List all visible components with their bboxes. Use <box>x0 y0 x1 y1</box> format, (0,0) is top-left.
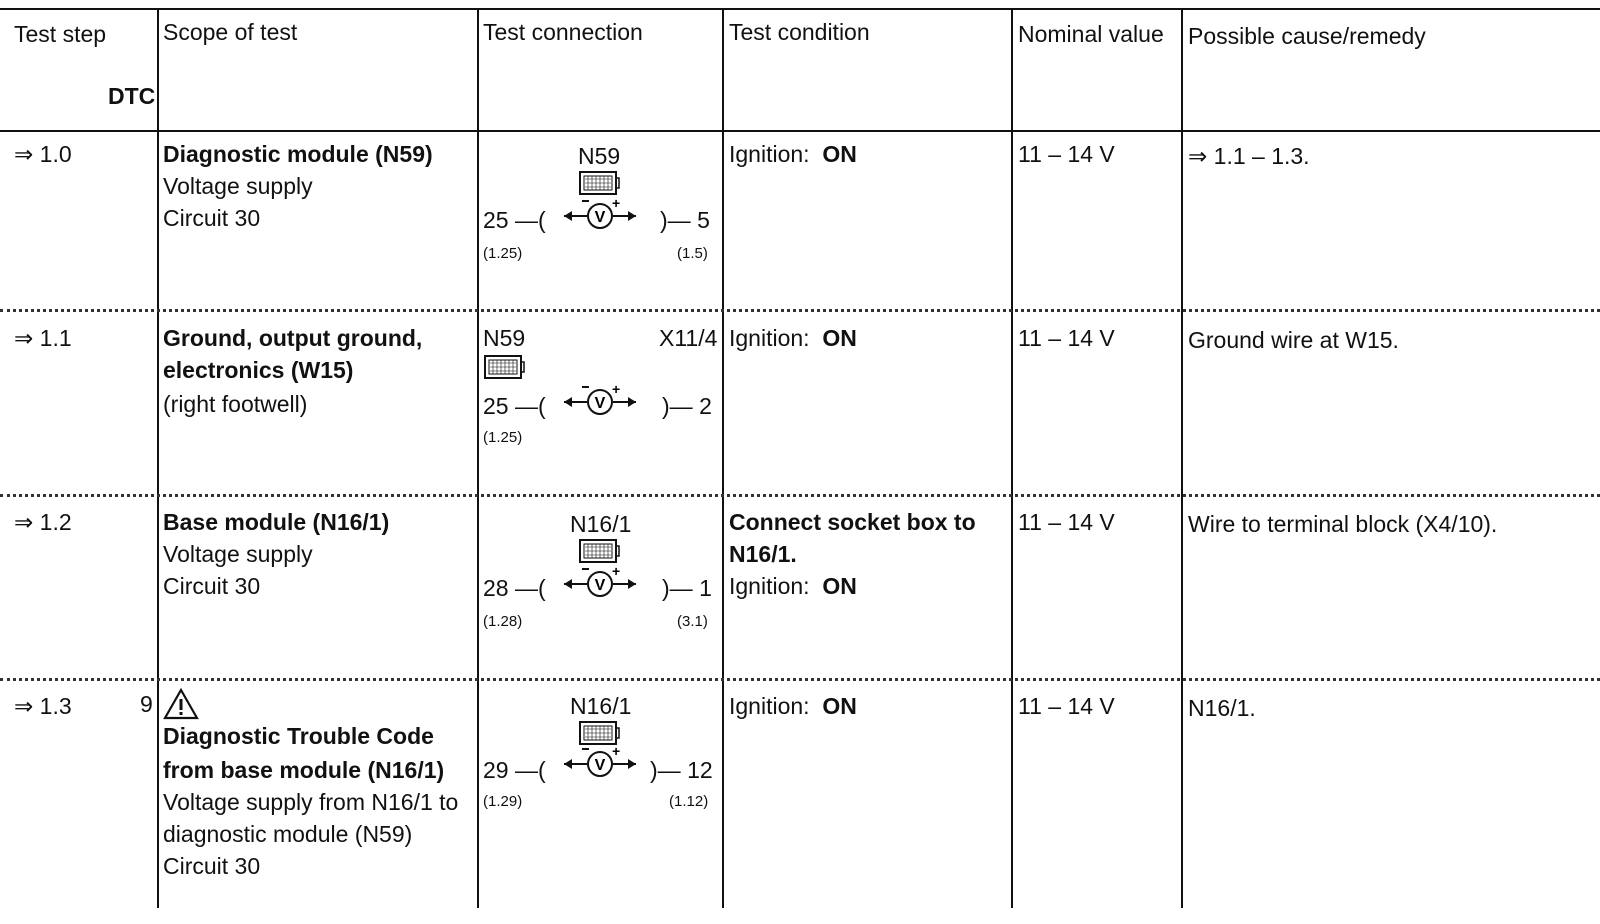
module-label: N59 <box>578 143 621 169</box>
voltmeter-icon <box>560 382 640 418</box>
dtc-code: 9 <box>140 691 153 717</box>
header-scope: Scope of test <box>163 19 298 45</box>
left-pin: 25 —( <box>483 207 546 233</box>
right-ref: (1.12) <box>669 793 709 810</box>
top-rule <box>0 8 1600 10</box>
right-ref: (1.5) <box>677 245 708 262</box>
svg-text:V: V <box>594 757 606 774</box>
nominal-value: 11 – 14 V <box>1018 141 1115 167</box>
test-connection-diagram <box>480 138 720 268</box>
col-divider-3 <box>722 8 724 908</box>
left-ref: (1.25) <box>483 245 523 262</box>
scope-line: Voltage supply <box>163 173 313 199</box>
row-separator <box>0 678 1600 681</box>
warning-triangle-icon <box>163 688 199 720</box>
svg-text:V: V <box>594 209 606 226</box>
test-condition: Ignition: ON <box>729 693 857 719</box>
svg-text:+: + <box>612 744 621 759</box>
header-nominal: Nominal value <box>1018 21 1164 47</box>
remedy: Ground wire at W15. <box>1188 327 1399 353</box>
scope-line: (right footwell) <box>163 391 308 417</box>
nominal-value: 11 – 14 V <box>1018 509 1115 535</box>
right-pin: )— 12 <box>650 757 713 783</box>
left-pin: 29 —( <box>483 757 546 783</box>
module-label: N16/1 <box>570 511 632 537</box>
col-divider-4 <box>1011 8 1013 908</box>
row-separator <box>0 494 1600 497</box>
header-condition: Test condition <box>729 19 870 45</box>
right-pin: )— 1 <box>662 575 712 601</box>
scope-line: Circuit 30 <box>163 853 261 879</box>
left-ref: (1.29) <box>483 793 523 810</box>
remedy: N16/1. <box>1188 695 1256 721</box>
header-connection: Test connection <box>483 19 643 45</box>
test-connection-diagram <box>480 506 720 636</box>
col-divider-2 <box>477 8 479 908</box>
test-condition-instruction: N16/1. <box>729 541 797 567</box>
test-step: ⇒ 1.3 <box>14 693 72 719</box>
header-test-step: Test step <box>14 21 107 47</box>
right-ref: (3.1) <box>677 613 708 630</box>
test-condition: Ignition: ON <box>729 141 857 167</box>
test-condition: Ignition: ON <box>729 573 857 599</box>
scope-title: Diagnostic Trouble Code <box>163 723 434 749</box>
scope-title: Base module (N16/1) <box>163 509 390 535</box>
scope-line: Voltage supply from N16/1 to <box>163 789 459 815</box>
col-divider-1 <box>157 8 159 908</box>
scope-title: Ground, output ground, <box>163 325 423 351</box>
remedy: Wire to terminal block (X4/10). <box>1188 511 1498 537</box>
scope-title: electronics (W15) <box>163 357 354 383</box>
voltmeter-icon <box>560 564 640 600</box>
scope-line: diagnostic module (N59) <box>163 821 413 847</box>
voltmeter-icon <box>560 196 640 232</box>
connector-icon <box>483 354 525 384</box>
scope-title: from base module (N16/1) <box>163 757 445 783</box>
svg-text:V: V <box>594 395 606 412</box>
module-label-right: X11/4 <box>659 325 718 351</box>
test-step: ⇒ 1.2 <box>14 509 72 535</box>
left-pin: 25 —( <box>483 393 546 419</box>
scope-title: Diagnostic module (N59) <box>163 141 433 167</box>
svg-text:+: + <box>612 196 621 211</box>
row-separator <box>0 309 1600 312</box>
test-step: ⇒ 1.1 <box>14 325 72 351</box>
test-step: ⇒ 1.0 <box>14 141 72 167</box>
remedy: ⇒ 1.1 – 1.3. <box>1188 143 1310 169</box>
header-rule <box>0 130 1600 132</box>
left-pin: 28 —( <box>483 575 546 601</box>
module-label: N16/1 <box>570 693 632 719</box>
test-connection-diagram <box>480 688 720 828</box>
left-ref: (1.25) <box>483 429 523 446</box>
col-divider-5 <box>1181 8 1183 908</box>
test-connection-diagram <box>480 322 720 452</box>
nominal-value: 11 – 14 V <box>1018 693 1115 719</box>
header-dtc: DTC <box>108 83 156 109</box>
svg-text:+: + <box>612 564 621 579</box>
nominal-value: 11 – 14 V <box>1018 325 1115 351</box>
right-pin: )— 2 <box>662 393 712 419</box>
voltmeter-icon <box>560 744 640 780</box>
scope-line: Voltage supply <box>163 541 313 567</box>
module-label: N59 <box>483 325 526 351</box>
left-ref: (1.28) <box>483 613 523 630</box>
scope-line: Circuit 30 <box>163 205 261 231</box>
svg-text:+: + <box>612 382 621 397</box>
svg-text:V: V <box>594 577 606 594</box>
right-pin: )— 5 <box>660 207 710 233</box>
test-condition-instruction: Connect socket box to <box>729 509 976 535</box>
header-remedy: Possible cause/remedy <box>1188 23 1426 49</box>
test-condition: Ignition: ON <box>729 325 857 351</box>
scope-line: Circuit 30 <box>163 573 261 599</box>
